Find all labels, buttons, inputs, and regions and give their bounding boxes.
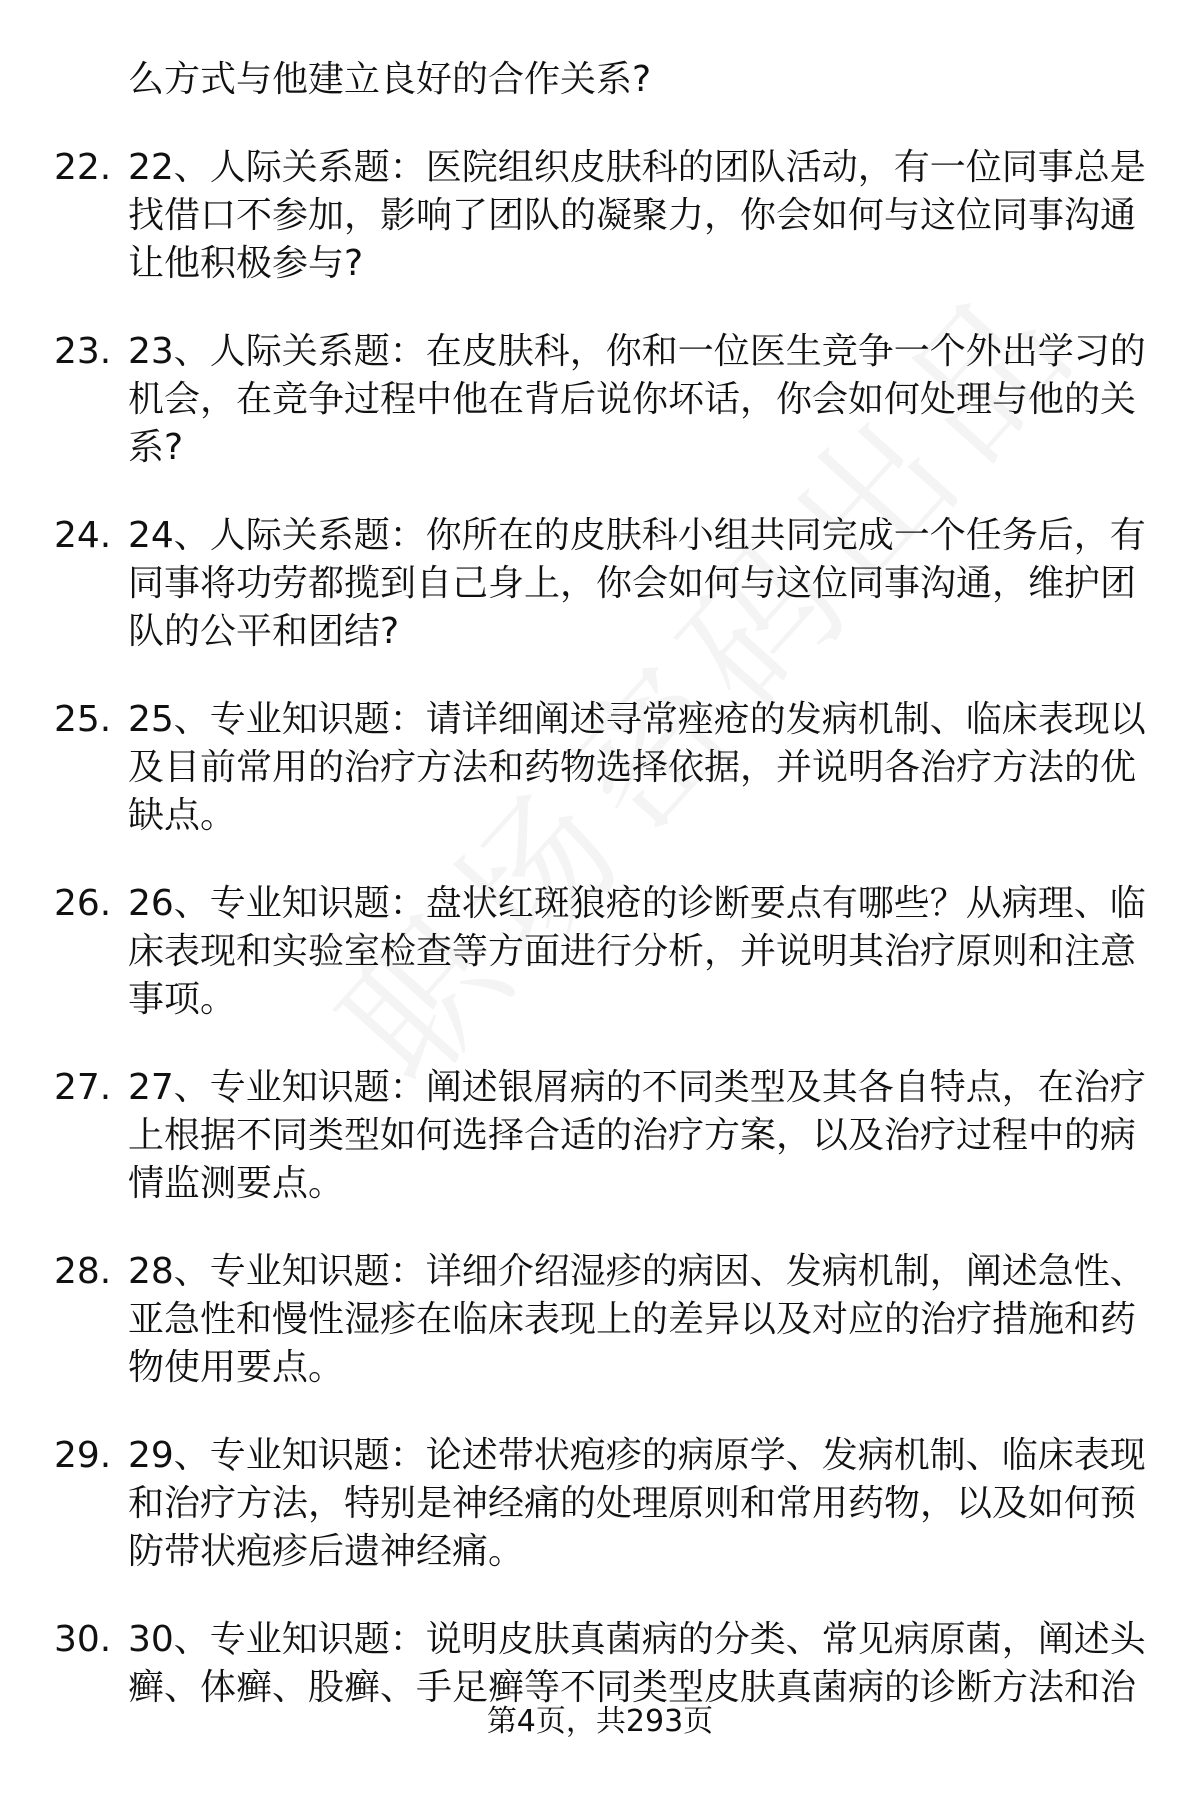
question-text-line: 机会，在竞争过程中他在背后说你坏话，你会如何处理与他的关 [128,379,1137,420]
question-text [128,328,1148,472]
question-item [0,512,1200,696]
question-text-line: 和治疗方法，特别是神经痛的处理原则和常用药物，以及如何预 [128,1483,1137,1524]
question-text-line: 癣、体癣、股癣、手足癣等不同类型皮肤真菌病的诊断方法和治 [128,1667,1137,1708]
question-text-line: 物使用要点。 [128,1347,345,1388]
question-text-line: 上根据不同类型如何选择合适的治疗方案，以及治疗过程中的病 [128,1115,1137,1156]
question-text-line: 23、人际关系题：在皮肤科，你和一位医生竞争一个外出学习的 [128,331,1146,372]
question-text-line: 27、专业知识题：阐述银屑病的不同类型及其各自特点，在治疗 [128,1067,1146,1108]
question-text [128,1432,1148,1576]
question-text-line: 找借口不参加，影响了团队的凝聚力，你会如何与这位同事沟通 [128,195,1137,236]
question-text [128,880,1148,1024]
question-text-line: 床表现和实验室检查等方面进行分析，并说明其治疗原则和注意 [128,931,1137,972]
question-text [128,512,1148,656]
question-text-line: 24、人际关系题：你所在的皮肤科小组共同完成一个任务后，有 [128,515,1146,556]
question-text [128,696,1148,840]
question-text-line: 25、专业知识题：请详细阐述寻常痤疮的发病机制、临床表现以 [128,699,1146,740]
question-item [0,328,1200,512]
question-list [0,144,1200,1800]
question-number: 29. [54,1435,112,1476]
question-text-line: 及目前常用的治疗方法和药物选择依据，并说明各治疗方法的优 [128,747,1137,788]
question-text-line: 事项。 [128,979,237,1020]
question-number: 30. [54,1619,112,1660]
question-text-line: 30、专业知识题：说明皮肤真菌病的分类、常见病原菌，阐述头 [128,1619,1146,1660]
question-number: 24. [54,515,112,556]
question-number: 22. [54,147,112,188]
question-number: 23. [54,331,112,372]
question-number: 25. [54,699,112,740]
question-number: 28. [54,1251,112,1292]
question-text-line: 让他积极参与? [128,243,364,284]
question-text-line: 防带状疱疹后遗神经痛。 [128,1531,525,1572]
question-text-line: 队的公平和团结? [128,611,400,652]
question-text-line: 系? [128,427,184,468]
question-item [0,880,1200,1064]
question-item [0,1064,1200,1248]
question-item [0,1248,1200,1432]
question-text-line: 同事将功劳都揽到自己身上，你会如何与这位同事沟通，维护团 [128,563,1137,604]
previous-question-continuation: 么方式与他建立良好的合作关系? [128,59,652,100]
question-text-line: 26、专业知识题：盘状红斑狼疮的诊断要点有哪些？从病理、临 [128,883,1146,924]
question-text-line: 缺点。 [128,795,237,836]
question-text-line: 亚急性和慢性湿疹在临床表现上的差异以及对应的治疗措施和药 [128,1299,1137,1340]
question-item [0,1432,1200,1616]
question-text-line: 29、专业知识题：论述带状疱疹的病原学、发病机制、临床表现 [128,1435,1146,1476]
page-footer: 第4页，共293页 [486,1704,714,1739]
question-text [128,1064,1148,1208]
question-item [0,696,1200,880]
question-text [128,144,1148,288]
question-text-line: 情监测要点。 [128,1163,345,1204]
question-item [0,144,1200,328]
question-number: 26. [54,883,112,924]
question-text [128,1248,1148,1392]
question-number: 27. [54,1067,112,1108]
question-text-line: 28、专业知识题：详细介绍湿疹的病因、发病机制，阐述急性、 [128,1251,1146,1292]
question-text-line: 22、人际关系题：医院组织皮肤科的团队活动，有一位同事总是 [128,147,1146,188]
question-text [128,1616,1148,1712]
